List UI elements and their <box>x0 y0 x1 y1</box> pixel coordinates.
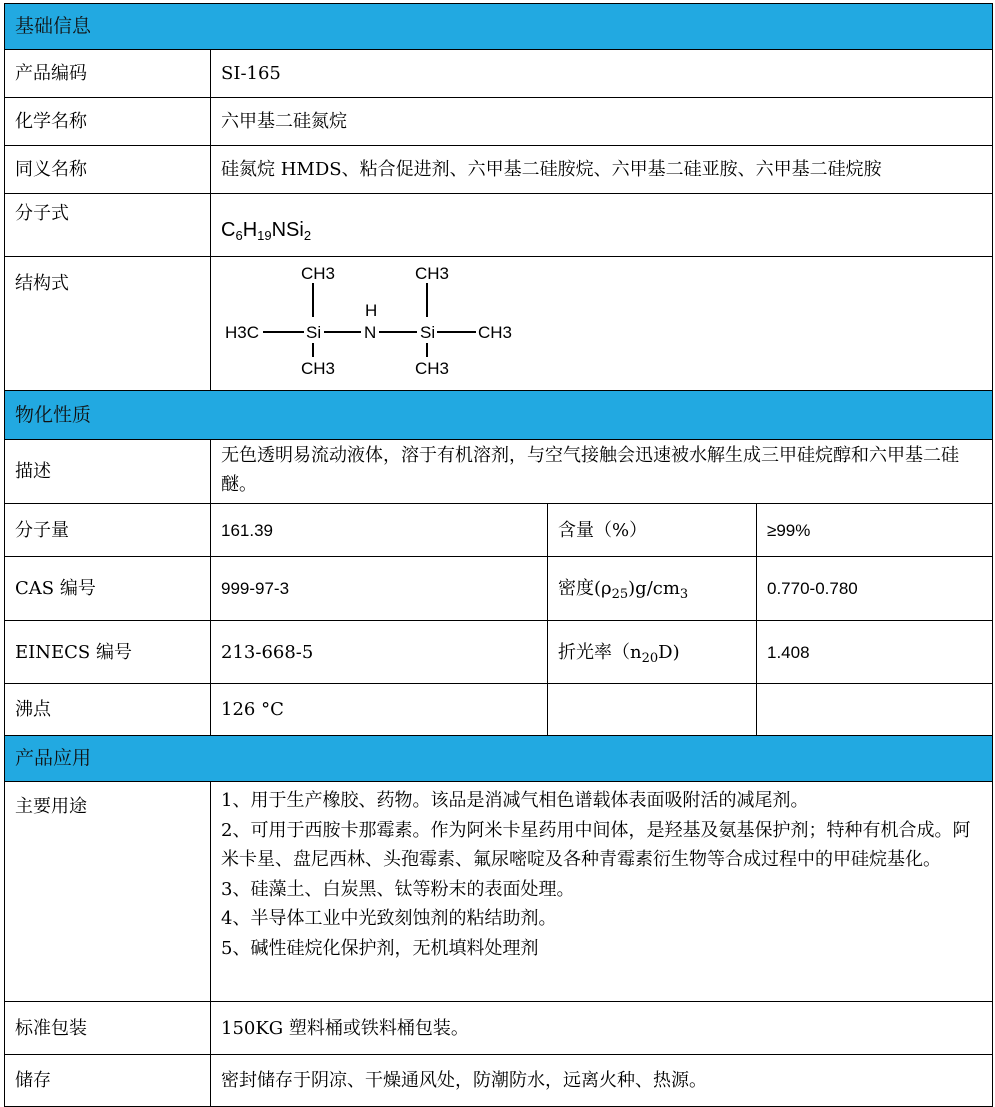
row-structure <box>5 257 993 391</box>
row-description <box>5 440 993 504</box>
label-einecs: EINECS 编号 <box>5 621 211 684</box>
row-molecular-formula <box>5 194 993 257</box>
formula-c: C <box>221 218 236 241</box>
row-packaging <box>5 1002 993 1055</box>
row-synonyms <box>5 146 993 194</box>
row-storage <box>5 1055 993 1107</box>
section-header-physchem <box>5 391 993 440</box>
usage-item-3: 3、硅藻土、白炭黑、钛等粉末的表面处理。 <box>221 878 575 900</box>
value-synonyms: 硅氮烷 HMDS、粘合促进剂、六甲基二硅胺烷、六甲基二硅亚胺、六甲基二硅烷胺 <box>211 146 993 194</box>
value-product-code: SI-165 <box>211 50 993 98</box>
label-product-code: 产品编码 <box>5 50 211 98</box>
label-refractive-index <box>548 621 757 684</box>
refr-label-temp: 20 <box>641 650 659 666</box>
formula-h-count: 19 <box>257 227 272 243</box>
section-header-application <box>5 736 993 782</box>
atom-si-right: Si <box>420 323 436 342</box>
atom-h: H <box>365 301 378 320</box>
value-einecs: 213-668-5 <box>211 621 548 684</box>
usage-item-4: 4、半导体工业中光致刻蚀剂的粘结助剂。 <box>221 908 557 929</box>
density-label-prefix: 密度(ρ <box>558 578 612 599</box>
atom-si-left: Si <box>306 323 322 342</box>
label-content: 含量（%） <box>548 504 757 557</box>
section-title-physchem: 物化性质 <box>5 391 993 440</box>
formula-c-count: 6 <box>235 227 243 243</box>
formula-nsi: NSi <box>271 218 304 241</box>
value-cas: 999-97-3 <box>211 557 548 621</box>
atom-ch3-right: CH3 <box>478 323 513 342</box>
value-chemical-name: 六甲基二硅氮烷 <box>211 98 993 146</box>
value-molecular-formula <box>211 194 993 257</box>
label-molecular-weight: 分子量 <box>5 504 211 557</box>
atom-ch3-top-right: CH3 <box>415 264 450 283</box>
density-label-exp: 3 <box>679 587 689 602</box>
label-structure: 结构式 <box>5 257 211 391</box>
row-cas <box>5 557 993 621</box>
atom-h3c-left: H3C <box>225 323 260 342</box>
value-density: 0.770-0.780 <box>757 557 993 621</box>
formula-h: H <box>242 218 258 241</box>
atom-ch3-bottom-left: CH3 <box>301 359 336 378</box>
row-product-code <box>5 50 993 98</box>
refr-label-suffix: D) <box>658 641 680 663</box>
value-refractive-index: 1.408 <box>757 621 993 684</box>
atom-ch3-bottom-right: CH3 <box>415 359 450 378</box>
atom-ch3-top-left: CH3 <box>301 264 336 283</box>
density-label-temp: 25 <box>611 587 629 602</box>
label-synonyms: 同义名称 <box>5 146 211 194</box>
row-chemical-name <box>5 98 993 146</box>
section-header-basic <box>5 4 993 50</box>
value-content: ≥99% <box>757 504 993 557</box>
density-label-unit: )g/cm <box>628 578 680 599</box>
label-description: 描述 <box>5 440 211 504</box>
row-einecs <box>5 621 993 684</box>
value-description: 无色透明易流动液体，溶于有机溶剂，与空气接触会迅速被水解生成三甲硅烷醇和六甲基二硅醚。 <box>211 440 993 504</box>
label-main-usage: 主要用途 <box>5 782 211 1002</box>
label-storage: 储存 <box>5 1055 211 1107</box>
empty-cell-2 <box>757 684 993 736</box>
label-packaging: 标准包装 <box>5 1002 211 1055</box>
refr-label-prefix: 折光率（n <box>558 641 642 663</box>
row-main-usage <box>5 782 993 1002</box>
row-boiling-point <box>5 684 993 736</box>
section-title-basic: 基础信息 <box>5 4 993 50</box>
label-boiling-point: 沸点 <box>5 684 211 736</box>
value-molecular-weight: 161.39 <box>211 504 548 557</box>
empty-cell-1 <box>548 684 757 736</box>
usage-item-1: 1、用于生产橡胶、药物。该品是消减气相色谱载体表面吸附活的减尾剂。 <box>221 790 809 811</box>
atom-n: N <box>364 323 377 342</box>
product-spec-table <box>4 3 993 1107</box>
usage-item-2: 2、可用于西胺卡那霉素。作为阿米卡星药用中间体，是羟基及氨基保护剂；特种有机合成。阿米卡星、盘尼西林、头孢霉素、氟尿嘧啶及各种青霉素衍生物等合成过程中的甲硅烷基化。 <box>221 819 971 870</box>
value-structure <box>211 257 993 391</box>
structural-formula-diagram <box>211 257 531 381</box>
formula-si-count: 2 <box>303 227 312 243</box>
usage-item-5: 5、碱性硅烷化保护剂，无机填料处理剂 <box>221 937 539 959</box>
row-molecular-weight <box>5 504 993 557</box>
value-main-usage <box>211 782 993 1002</box>
value-storage: 密封储存于阴凉、干燥通风处，防潮防水，远离火种、热源。 <box>211 1055 993 1107</box>
value-boiling-point: 126 °C <box>211 684 548 736</box>
label-density <box>548 557 757 621</box>
label-molecular-formula: 分子式 <box>5 194 211 257</box>
value-packaging: 150KG 塑料桶或铁料桶包装。 <box>211 1002 993 1055</box>
section-title-application: 产品应用 <box>5 736 993 782</box>
label-cas: CAS 编号 <box>5 557 211 621</box>
structure-bonds <box>263 283 476 357</box>
label-chemical-name: 化学名称 <box>5 98 211 146</box>
